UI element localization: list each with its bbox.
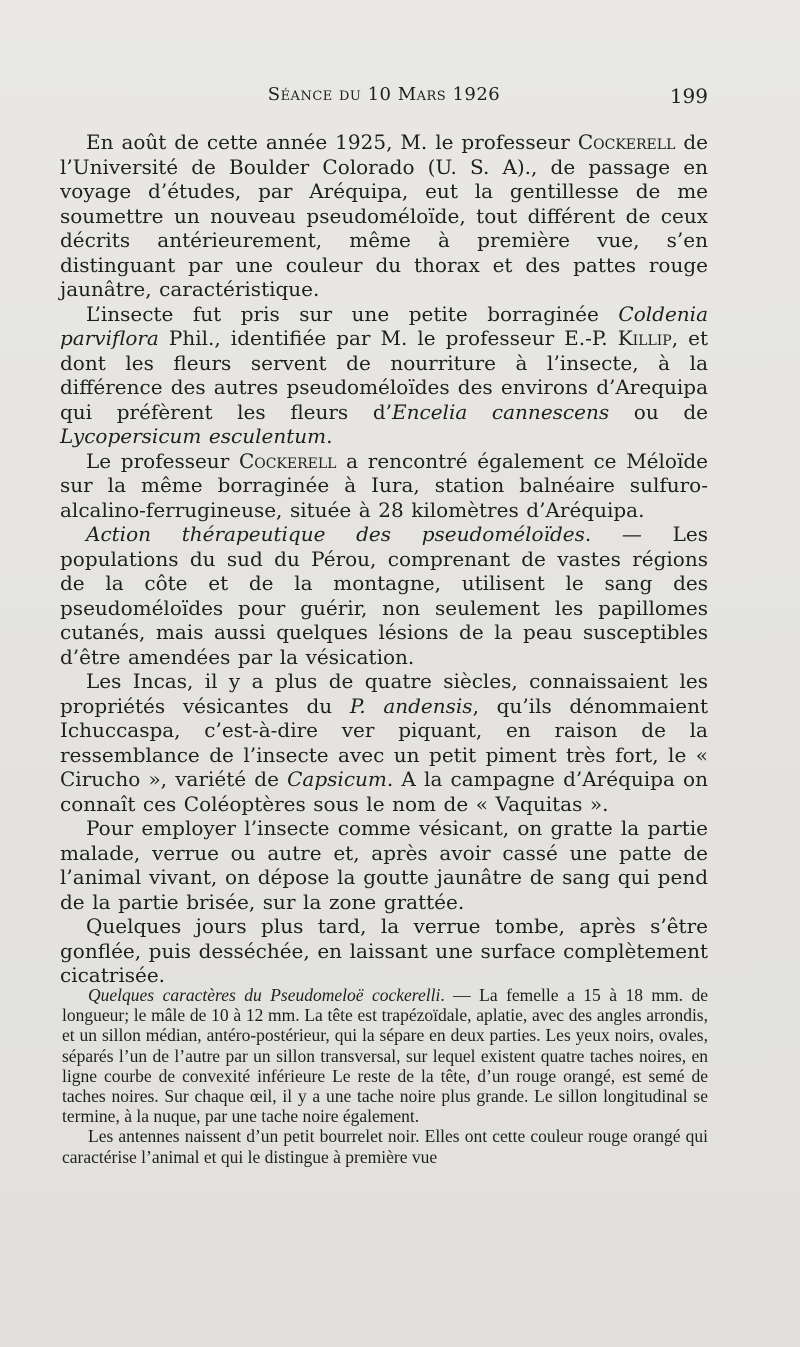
italic-text: Capsicum — [287, 767, 387, 791]
species-note — [62, 985, 708, 1167]
italic-text: Encelia cannescens — [392, 399, 610, 424]
page-number: 199 — [669, 84, 708, 108]
running-head: Séance du 10 Mars 1926 — [267, 84, 501, 105]
italic-text: Lycopersicum esculentum — [60, 424, 327, 448]
text-run: Les Incas, il y a plus de quatre siècles, connaissaient les propriétés vésicantes du — [60, 669, 708, 718]
text-run: Le professeur — [86, 448, 239, 473]
page-header — [60, 84, 708, 114]
body-paragraph — [60, 914, 708, 988]
author-name: Cockerell — [577, 130, 676, 154]
body-paragraph — [60, 669, 708, 816]
text-run: . — La femelle a 15 à 18 mm. de longueur; le mâle de 10 à 12 mm. La tête est trapézoïdale, aplatie, avec des angles arrondis, et un sillon médian, antéro-postérieur, qui la sépare en deux parties. Les yeux noirs, ovales, séparés l’un de l’autre par un sillon transversal, sur lequel existent quatre taches noires, en ligne courbe de convexité inférieure Le reste de la tête, d’un rouge orangé, est semé de taches noires. Sur chaque œil, il y a une tache noire plus grande. Le sillon longitudinal se termine, à la nuque, par une tache noire également. — [62, 985, 708, 1127]
text-run: Pour employer l’insecte comme vésicant, on gratte la partie malade, verrue ou autre et, après avoir cassé une patte de l’animal vivant, on dépose la goutte jaunâtre de sang qui pend de la partie brisée, sur la zone grattée. — [60, 816, 708, 914]
author-name: Killip — [617, 326, 672, 350]
author-name: Cockerell — [238, 448, 337, 473]
text-run: Les antennes naissent d’un petit bourrelet noir. Elles ont cette couleur rouge orangé qui caractérise l’animal et qui le distingue à première vue — [62, 1126, 708, 1167]
text-run: , et dont les fleurs servent de nourriture à l’insecte, à la différence des autres pseudoméloïdes des environs d’Arequipa qui préfèrent les fleurs d’ — [60, 326, 708, 424]
text-run: de l’Université de Boulder Colorado (U. S. A)., de passage en voyage d’études, par Aréquipa, eut la gentillesse de me soumettre un nouveau pseudoméloïde, tout différent de ceux décrits antérieurement, même à première vue, s’en distinguant par une couleur du thorax et des pattes rouge jaunâtre, caractéristique. — [60, 130, 708, 301]
italic-text: P. andensis — [349, 693, 473, 718]
text-run: . A la campagne d’Aréquipa on connaît ces Coléoptères sous le nom de « Vaquitas ». — [60, 767, 708, 816]
text-run: L’insecte fut pris sur une petite borraginée — [86, 301, 619, 326]
italic-text: Quelques caractères du Pseudomeloë cockerelli — [88, 985, 441, 1005]
body-paragraph — [60, 449, 708, 523]
italic-text: Coldenia parviflora — [60, 301, 708, 350]
text-run: . — Les populations du sud du Pérou, comprenant de vastes régions de la côte et de la montagne, utilisent le sang des pseudoméloïdes pour guérir, non seulement les papillomes cutanés, mais aussi quelques lésions de la peau susceptibles d’être amendées par la vésication. — [60, 522, 709, 669]
text-run: , qu’ils dénommaient Ichuccaspa, c’est-à-dire ver piquant, en raison de la ressemblance de l’insecte avec un petit piment très fort, le « Cirucho », variété de — [60, 693, 708, 791]
text-run: . — [326, 424, 333, 448]
italic-text: Action thérapeutique des pseudoméloïdes — [86, 522, 585, 546]
note-paragraph — [62, 985, 708, 1126]
body-paragraph — [60, 302, 708, 449]
body-paragraph — [60, 816, 708, 914]
main-body-text — [60, 130, 708, 988]
body-paragraph — [60, 522, 708, 669]
text-run: En août de cette année 1925, M. le professeur — [86, 130, 578, 154]
text-run: a rencontré également ce Méloïde sur la même borraginée à Iura, station balnéaire sulfuro-alcalino-ferrugineuse, située à 28 kilomètres d’Aréquipa. — [60, 448, 708, 522]
text-run: Phil., identifiée par M. le professeur E.-P. — [158, 326, 618, 350]
text-run: ou de — [609, 399, 708, 424]
note-paragraph — [62, 1126, 708, 1166]
text-run: Quelques jours plus tard, la verrue tombe, après s’être gonflée, puis desséchée, en laissant une surface complètement cicatrisée. — [60, 914, 708, 987]
body-paragraph — [60, 130, 708, 302]
